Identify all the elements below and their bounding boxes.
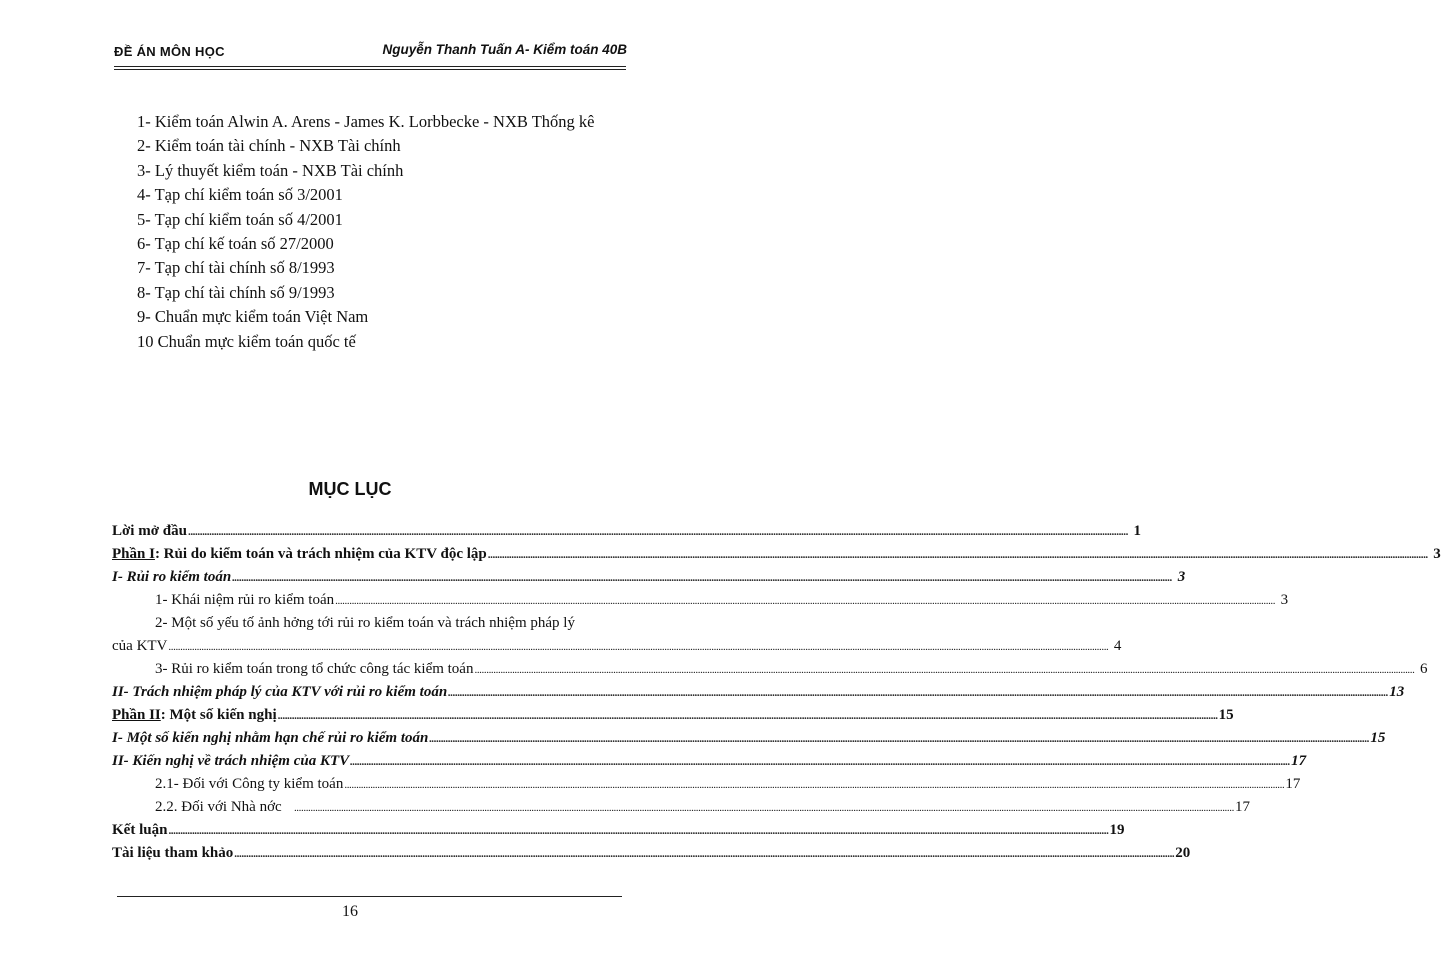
dot-leader: ................................................................................................................................................................................................................................................................................................................................................................................................................ xyxy=(232,572,1173,584)
header-author: Nguyễn Thanh Tuấn A- Kiểm toán 40B xyxy=(382,42,627,57)
reference-item: 5- Tạp chí kiểm toán số 4/2001 xyxy=(137,209,343,229)
toc-entry-page: 20 xyxy=(1175,845,1191,861)
toc-entry-label: I- Một số kiến nghị nhằm hạn chế rủi ro kiểm toán xyxy=(112,730,429,746)
footer-rule xyxy=(117,896,622,897)
reference-item: 6- Tạp chí kế toán số 27/2000 xyxy=(137,233,334,253)
toc-entry-page: 3 xyxy=(1177,569,1186,585)
toc-entry-page: 4 xyxy=(1113,638,1122,654)
toc-entry-page: 19 xyxy=(1109,822,1125,838)
toc-entry-label xyxy=(112,704,277,727)
toc-entry-part-1[interactable] xyxy=(112,543,1441,566)
toc-entry-label: của KTV xyxy=(112,638,168,654)
toc-entry-page: 6 xyxy=(1419,661,1428,677)
toc-entry-label: 2.1- Đối với Công ty kiểm toán xyxy=(155,776,344,792)
toc-entry-risk-factors[interactable] xyxy=(112,612,1122,658)
toc-entry-state[interactable] xyxy=(112,796,1250,819)
toc-entry-label: Tài liệu tham khảo xyxy=(112,845,234,861)
toc-entry-label-line1: 2- Một số yếu tố ảnh hởng tới rủi ro kiểm toán và trách nhiệm pháp lý xyxy=(155,615,575,631)
part-label: Phần II xyxy=(112,707,161,723)
dot-leader: ................................................................................................................................................................................................................................................................................................................................................................................................................ xyxy=(293,802,1234,814)
dot-leader: ................................................................................................................................................................................................................................................................................................................................................................................................................ xyxy=(277,710,1218,722)
toc-entry-page: 15 xyxy=(1370,730,1386,746)
header-document-type: ĐỀ ÁN MÔN HỌC xyxy=(114,44,225,59)
reference-list xyxy=(137,110,595,354)
toc-entry-page: 1 xyxy=(1133,523,1141,539)
toc-entry-recommendations-ktv[interactable] xyxy=(112,750,1307,773)
table-of-contents xyxy=(112,520,1441,865)
toc-title: MỤC LỤC xyxy=(308,479,392,499)
toc-entry-page: 17 xyxy=(1285,776,1301,792)
dot-leader: ................................................................................................................................................................................................................................................................................................................................................................................................................ xyxy=(448,687,1389,699)
dot-leader: ................................................................................................................................................................................................................................................................................................................................................................................................................ xyxy=(168,825,1109,837)
toc-entry-references[interactable] xyxy=(112,842,1191,865)
dot-leader: ................................................................................................................................................................................................................................................................................................................................................................................................................ xyxy=(187,526,1128,538)
reference-item: 4- Tạp chí kiểm toán số 3/2001 xyxy=(137,185,343,205)
dot-leader: ................................................................................................................................................................................................................................................................................................................................................................................................................ xyxy=(344,779,1285,791)
reference-item: 7- Tạp chí tài chính số 8/1993 xyxy=(137,258,335,278)
toc-entry-risk-concept[interactable] xyxy=(112,589,1289,612)
toc-entry-conclusion[interactable] xyxy=(112,819,1125,842)
reference-item: 3- Lý thuyết kiểm toán - NXB Tài chính xyxy=(137,160,404,180)
part-title: : Rủi do kiểm toán và trách nhiệm của KTV độc lập xyxy=(154,546,487,562)
reference-item: 9- Chuẩn mực kiểm toán Việt Nam xyxy=(137,307,369,327)
dot-leader: ................................................................................................................................................................................................................................................................................................................................................................................................................ xyxy=(335,595,1276,607)
reference-item: 1- Kiểm toán Alwin A. Arens - James K. Lorbbecke - NXB Thống kê xyxy=(137,112,595,131)
toc-entry-label: Lời mở đầu xyxy=(112,523,187,539)
toc-entry-label: II- Kiến nghị về trách nhiệm của KTV xyxy=(112,753,350,769)
toc-entry-legal-responsibility[interactable] xyxy=(112,681,1405,704)
toc-entry-page: 17 xyxy=(1291,753,1307,769)
toc-entry-recommendations-limit-risk[interactable] xyxy=(112,727,1386,750)
dot-leader: ................................................................................................................................................................................................................................................................................................................................................................................................................ xyxy=(168,641,1109,653)
dot-leader: ................................................................................................................................................................................................................................................................................................................................................................................................................ xyxy=(234,848,1175,860)
toc-entry-risk-in-organization[interactable] xyxy=(112,658,1428,681)
toc-entry-label: 2.2. Đối với Nhà nớc xyxy=(155,799,293,815)
dot-leader: ................................................................................................................................................................................................................................................................................................................................................................................................................ xyxy=(350,756,1291,768)
reference-item: 8- Tạp chí tài chính số 9/1993 xyxy=(137,282,335,302)
toc-entry-page: 3 xyxy=(1280,592,1289,608)
toc-entry-page: 17 xyxy=(1234,799,1250,815)
page-number: 16 xyxy=(342,903,358,920)
dot-leader: ................................................................................................................................................................................................................................................................................................................................................................................................................ xyxy=(474,664,1415,676)
toc-entry-label: 1- Khái niệm rủi ro kiểm toán xyxy=(155,592,335,608)
reference-item: 10 Chuẩn mực kiểm toán quốc tế xyxy=(137,331,356,351)
toc-entry-page: 13 xyxy=(1389,684,1405,700)
part-title: : Một số kiến nghị xyxy=(160,707,277,723)
reference-item: 2- Kiểm toán tài chính - NXB Tài chính xyxy=(137,136,401,156)
dot-leader: ................................................................................................................................................................................................................................................................................................................................................................................................................ xyxy=(487,549,1428,561)
toc-entry-label xyxy=(112,543,487,566)
toc-entry-label: II- Trách nhiệm pháp lý của KTV với rủi ro kiểm toán xyxy=(112,684,448,700)
toc-entry-page: 3 xyxy=(1433,546,1441,562)
toc-entry-audit-company[interactable] xyxy=(112,773,1301,796)
toc-entry-introduction[interactable] xyxy=(112,520,1141,543)
toc-entry-label: I- Rủi ro kiểm toán xyxy=(112,569,232,585)
toc-entry-audit-risk[interactable] xyxy=(112,566,1186,589)
toc-entry-label: Kết luận xyxy=(112,822,168,838)
toc-entry-label: 3- Rủi ro kiểm toán trong tổ chức công tác kiểm toán xyxy=(155,661,474,677)
dot-leader: ................................................................................................................................................................................................................................................................................................................................................................................................................ xyxy=(429,733,1370,745)
part-label: Phần I xyxy=(112,546,155,562)
toc-entry-page: 15 xyxy=(1218,707,1234,723)
toc-entry-part-2[interactable] xyxy=(112,704,1234,727)
header-rule xyxy=(114,66,626,70)
